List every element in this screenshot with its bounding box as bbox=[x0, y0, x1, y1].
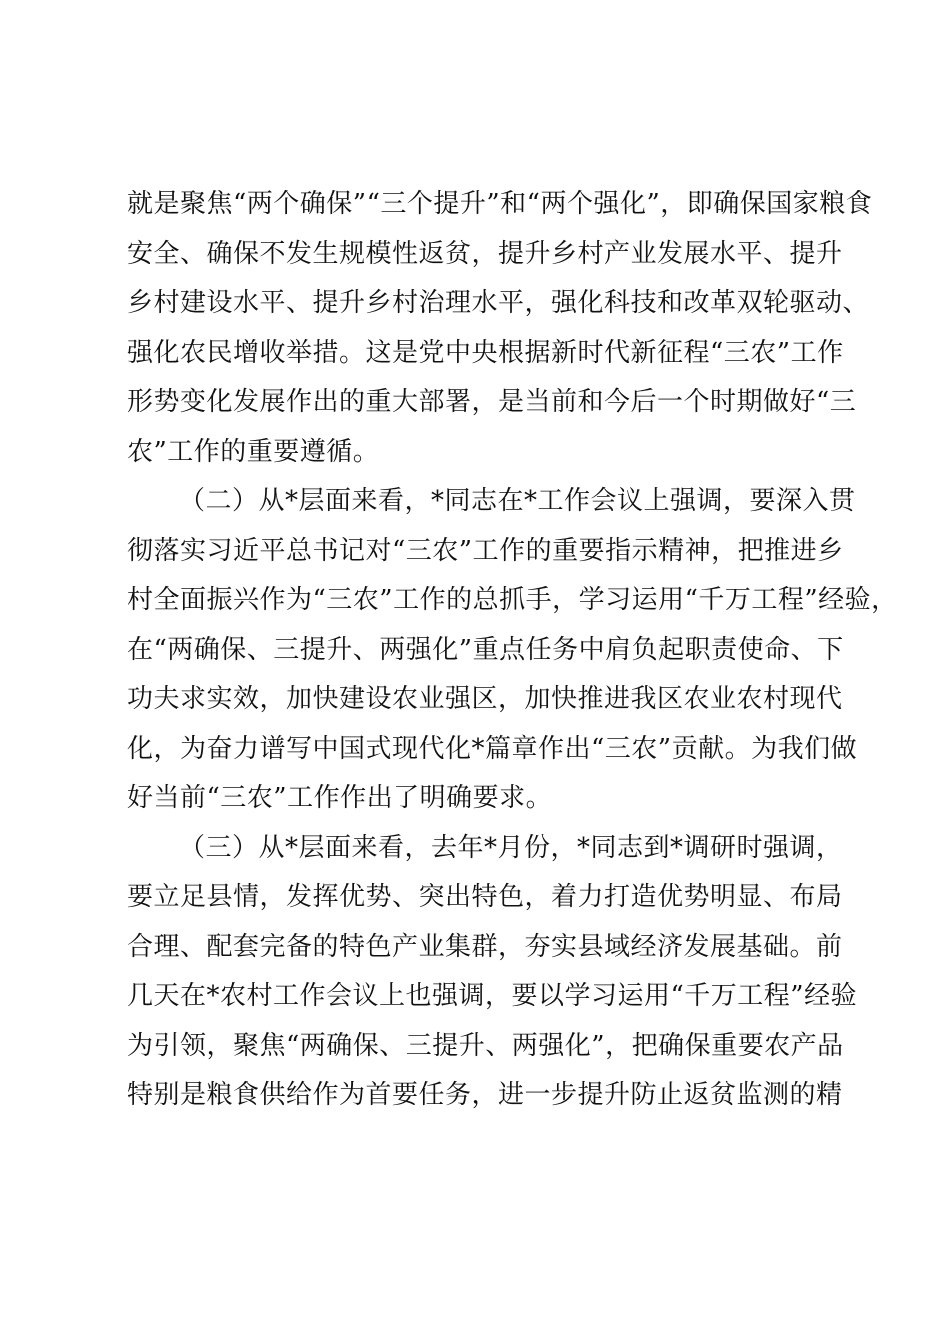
paragraph-line: 农”工作的重要遵循。 bbox=[127, 436, 380, 467]
paragraph-line: 村全面振兴作为“三农”工作的总抓手，学习运用“千万工程”经验， bbox=[127, 585, 898, 615]
paragraph-line: 乡村建设水平、提升乡村治理水平，强化科技和改革双轮驱动、 bbox=[127, 288, 870, 318]
paragraph-line: （三）从*层面来看，去年*月份，*同志到*调研时强调， bbox=[179, 832, 843, 863]
paragraph-line: 为引领，聚焦“两确保、三提升、两强化”，把确保重要农产品 bbox=[127, 1030, 844, 1061]
paragraph-line: 化，为奋力谱写中国式现代化*篇章作出“三农”贡献。为我们做 bbox=[127, 733, 858, 764]
paragraph-3 bbox=[127, 824, 858, 1121]
paragraph-line: 形势变化发展作出的重大部署，是当前和今后一个时期做好“三 bbox=[127, 387, 857, 417]
paragraph-1 bbox=[127, 180, 873, 477]
paragraph-line: 要立足县情，发挥优势、突出特色，着力打造优势明显、布局 bbox=[127, 882, 843, 912]
paragraph-line: 特别是粮食供给作为首要任务，进一步提升防止返贫监测的精 bbox=[127, 1080, 843, 1110]
paragraph-2 bbox=[127, 477, 898, 824]
paragraph-line: 好当前“三农”工作作出了明确要求。 bbox=[127, 783, 553, 813]
document-body bbox=[127, 180, 898, 1121]
paragraph-line: 就是聚焦“两个确保”“三个提升”和“两个强化”，即确保国家粮食 bbox=[127, 189, 873, 219]
paragraph-line: 功夫求实效，加快建设农业强区，加快推进我区农业农村现代 bbox=[127, 684, 843, 714]
paragraph-line: （二）从*层面来看，*同志在*工作会议上强调，要深入贯 bbox=[179, 486, 856, 516]
paragraph-line: 安全、确保不发生规模性返贫，提升乡村产业发展水平、提升 bbox=[127, 238, 843, 269]
paragraph-line: 在“两确保、三提升、两强化”重点任务中肩负起职责使命、下 bbox=[127, 634, 844, 665]
paragraph-line: 强化农民增收举措。这是党中央根据新时代新征程“三农”工作 bbox=[127, 337, 844, 368]
paragraph-line: 合理、配套完备的特色产业集群，夯实县域经济发展基础。前 bbox=[127, 931, 843, 962]
paragraph-line: 几天在*农村工作会议上也强调，要以学习运用“千万工程”经验 bbox=[127, 981, 858, 1011]
paragraph-line: 彻落实习近平总书记对“三农”工作的重要指示精神，把推进乡 bbox=[127, 535, 844, 566]
